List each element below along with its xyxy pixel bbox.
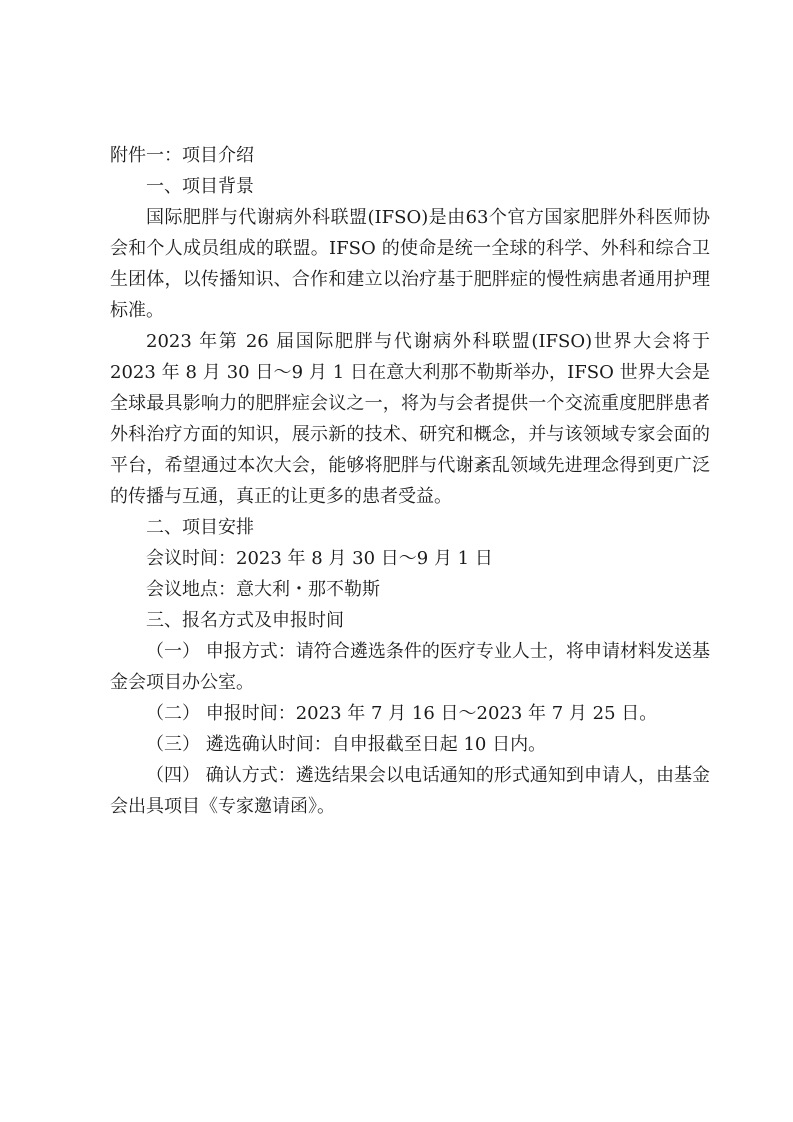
document-title: 附件一：项目介绍 — [110, 145, 254, 166]
section-heading-arrangement: 二、项目安排 — [146, 517, 254, 538]
meeting-time: 会议时间：2023 年 8 月 30 日～9 月 1 日 — [146, 548, 493, 569]
registration-item-period: （二） 申报时间：2023 年 7 月 16 日～2023 年 7 月 25 日。 — [146, 703, 658, 724]
meeting-location: 会议地点：意大利・那不勒斯 — [146, 579, 380, 600]
paragraph-congress-info: 2023 年第 26 届国际肥胖与代谢病外科联盟(IFSO)世界大会将于 2023 年 8 月 30 日～9 月 1 日在意大利那不勒斯举办，IFSO 世界大会是全球最具影响力的肥胖症会议之一，将为与会者提供一个交流重度肥胖患者外科治疗方面的知识，展示新的技术、研究和概念，并与该领域专家会面的平台，希望通过本次大会，能够将肥胖与代谢紊乱领域先进理念得到更广泛的传播与互通，真正的让更多的患者受益。 — [110, 331, 710, 507]
document-body — [110, 140, 710, 822]
registration-item-method: （一） 申报方式：请符合遴选条件的医疗专业人士，将申请材料发送基金会项目办公室。 — [110, 641, 710, 693]
registration-item-confirm-time: （三） 遴选确认时间：自申报截至日起 10 日内。 — [146, 734, 547, 755]
paragraph-ifso-intro: 国际肥胖与代谢病外科联盟(IFSO)是由63个官方国家肥胖外科医师协会和个人成员组成的联盟。IFSO 的使命是统一全球的科学、外科和综合卫生团体，以传播知识、合作和建立以治疗基于肥胖症的慢性病患者通用护理标准。 — [110, 207, 710, 321]
section-heading-registration: 三、报名方式及申报时间 — [146, 610, 344, 631]
registration-item-confirm-method: （四） 确认方式：遴选结果会以电话通知的形式通知到申请人，由基金会出具项目《专家邀请函》。 — [110, 765, 710, 817]
section-heading-background: 一、项目背景 — [146, 176, 254, 197]
